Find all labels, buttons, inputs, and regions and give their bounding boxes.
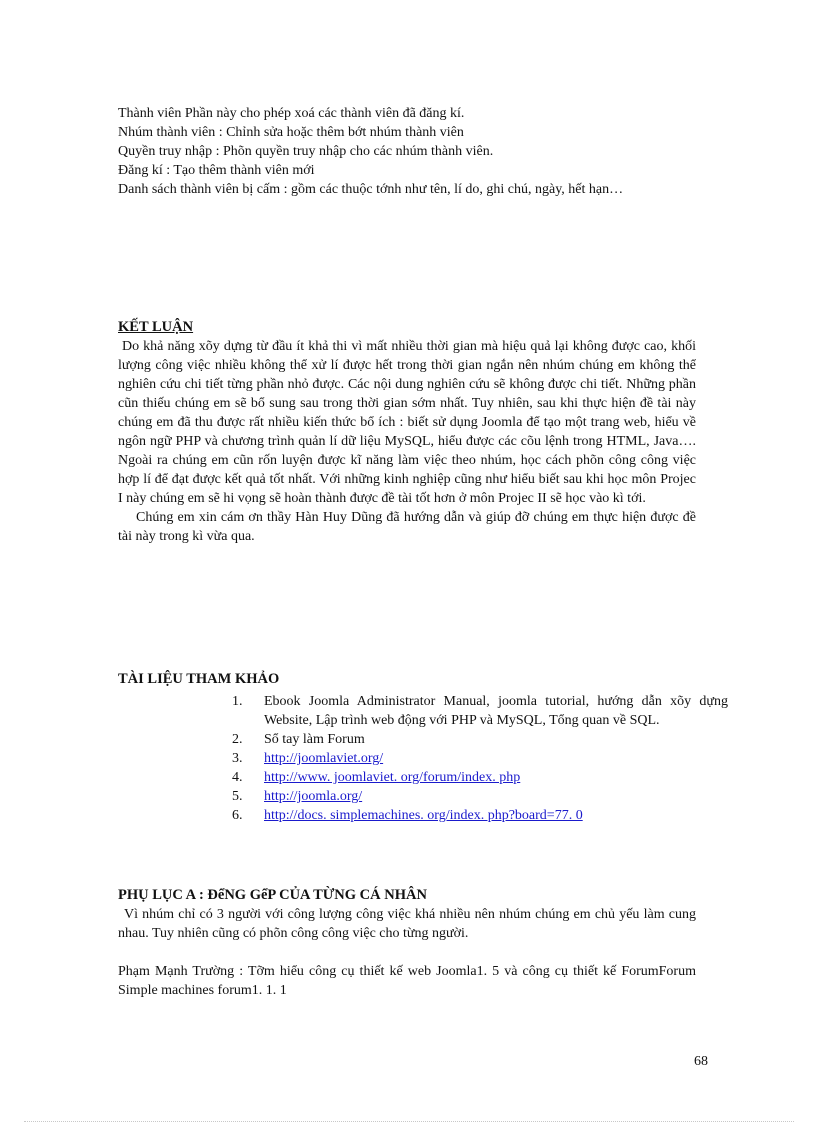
conclusion-heading: KẾT LUẬN [118, 319, 194, 335]
reference-text: Sổ tay làm Forum [264, 732, 365, 747]
references-section [118, 670, 696, 689]
reference-link[interactable]: http://joomla.org/ [264, 789, 363, 804]
references-heading: TÀI LIỆU THAM KHẢO [118, 671, 280, 687]
reference-link[interactable]: http://joomlaviet.org/ [264, 751, 384, 766]
appendix-paragraph-1: Vì nhúm chỉ có 3 người với công lượng công việc khá nhiều nên nhúm chúng em chủ yếu làm cung nhau. Tuy nhiên cũng có phõn công công việc cho từng người. [118, 907, 700, 941]
appendix-heading: PHỤ LỤC A : ĐểNG GểP CỦA TỪNG CÁ NHÂN [118, 887, 427, 903]
members-line-2: Nhúm thành viên : Chỉnh sửa hoặc thêm bớt nhúm thành viên [118, 125, 464, 140]
reference-item [232, 692, 728, 730]
reference-text: Ebook Joomla Administrator Manual, joomla tutorial, hướng dẫn xõy dựng Website, Lập trình web động với PHP và MySQL, Tổng quan về SQL. [264, 694, 728, 728]
appendix-section [118, 886, 700, 1000]
references-list [232, 692, 728, 825]
reference-link[interactable]: http://www. joomlaviet. org/forum/index. php [264, 770, 521, 785]
page-number: 68 [694, 1054, 708, 1069]
reference-number: 5. [232, 789, 243, 804]
conclusion-paragraph-1: Do khả năng xõy dựng từ đầu ít khả thi vì mất nhiều thời gian mà hiệu quả lại không được cao, khối lượng công việc nhiều không thể xử lí được hết trong thời gian ngắn nên nhúm chúng em không thể nghiên cứu chi tiết từng phần nhỏ được. Các nội dung nghiên cứu sẽ không được chi tiết. Những phần cũn thiếu chúng em sẽ bổ sung sau trong thời gian sớm nhất. Tuy nhiên, sau khi thực hiện đề tài này chúng em đã thu được rất nhiều kiến thức bổ ích : biết sử dụng Joomla để tạo một trang web, hiểu về ngôn ngữ PHP và chương trình quản lí dữ liệu MySQL, hiểu được các cõu lệnh trong HTML, Java…. Ngoài ra chúng em cũn rốn luyện được kĩ năng làm việc theo nhúm, học cách phõn công công việc hợp lí để đạt được kết quả tốt nhất. Với những kinh nghiệp cũng như hiểu biết sau khi học môn Projec I này chúng em sẽ hi vọng sẽ hoàn thành được đề tài tốt hơn ở môn Projec II sẽ học vào kì tới. [118, 339, 700, 506]
reference-item [232, 730, 728, 749]
reference-item [232, 768, 728, 787]
reference-number: 1. [232, 694, 243, 709]
reference-item [232, 806, 728, 825]
members-line-5: Danh sách thành viên bị cấm : gồm các thuộc tớnh như tên, lí do, ghi chú, ngày, hết hạn… [118, 182, 624, 197]
reference-number: 6. [232, 808, 243, 823]
members-line-3: Quyền truy nhập : Phõn quyền truy nhập cho các nhúm thành viên. [118, 144, 494, 159]
appendix-paragraph-2: Phạm Mạnh Trường : Tỡm hiểu công cụ thiết kế web Joomla1. 5 và công cụ thiết kế ForumForum Simple machines forum1. 1. 1 [118, 964, 700, 998]
reference-number: 3. [232, 751, 243, 766]
members-line-4: Đăng kí : Tạo thêm thành viên mới [118, 163, 315, 178]
reference-item [232, 787, 728, 806]
reference-number: 2. [232, 732, 243, 747]
members-line-1: Thành viên Phần này cho phép xoá các thành viên đã đăng kí. [118, 106, 465, 121]
footer-divider [24, 1121, 794, 1122]
reference-number: 4. [232, 770, 243, 785]
reference-link[interactable]: http://docs. simplemachines. org/index. php?board=77. 0 [264, 808, 583, 823]
conclusion-paragraph-2: Chúng em xin cám ơn thầy Hàn Huy Dũng đã hướng dẫn và giúp đỡ chúng em thực hiện được đề tài này trong kì vừa qua. [118, 510, 700, 544]
members-section [118, 104, 696, 199]
reference-item [232, 749, 728, 768]
conclusion-section [118, 318, 700, 546]
